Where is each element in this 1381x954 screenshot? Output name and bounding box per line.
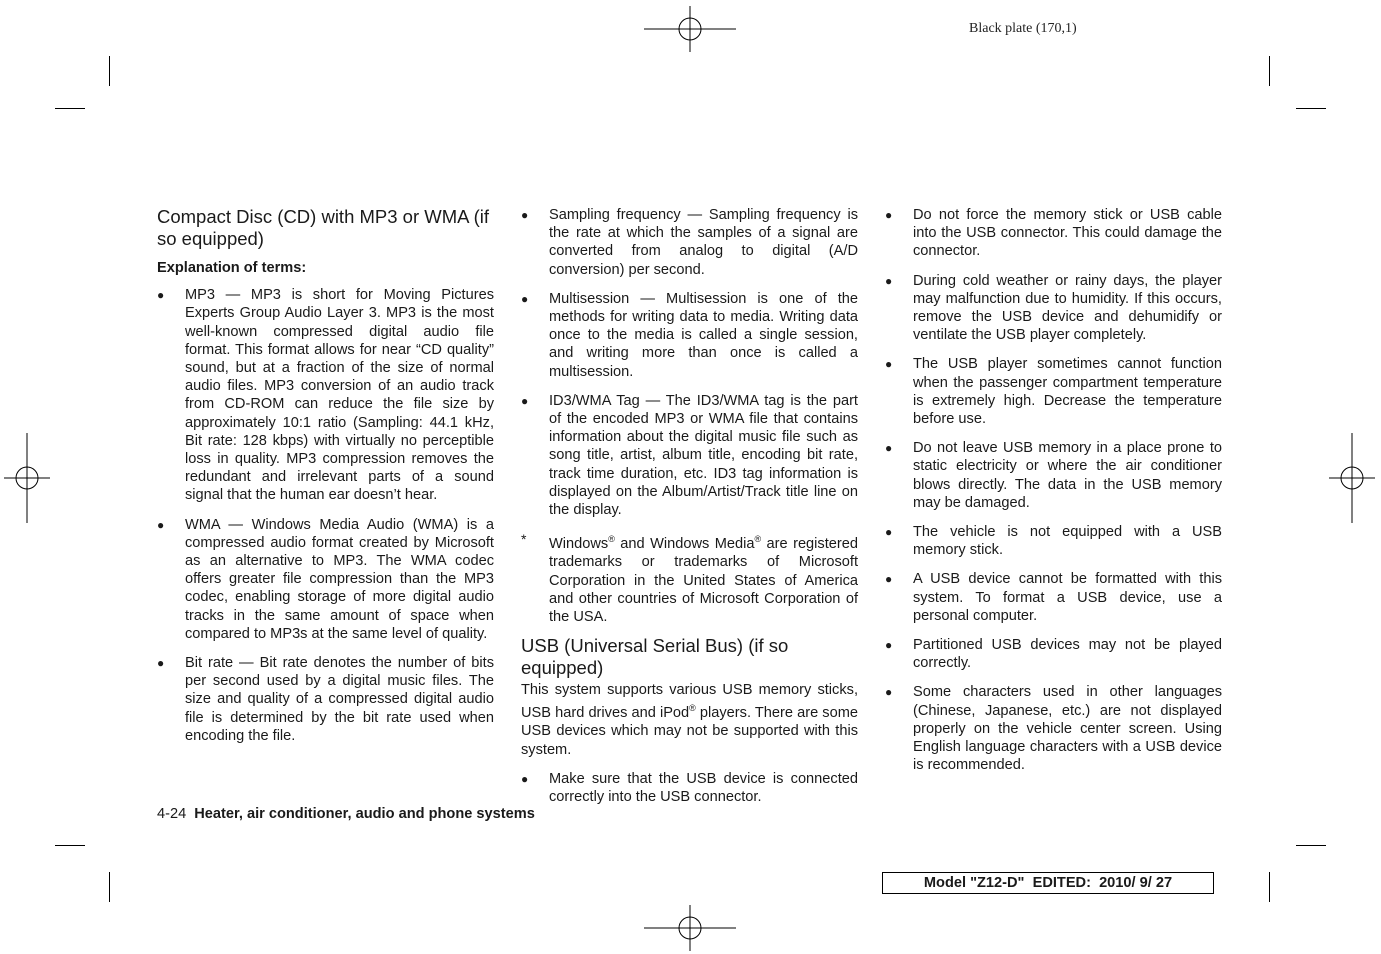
usb-intro-text: players. There are some USB devices which may not be supported with this system. [521, 705, 858, 758]
section-title-usb: USB (Universal Serial Bus) (if so equipped) [521, 635, 789, 679]
list-item-text: Multisession — Multisession is one of the methods for writing data to media. Writing data once to the media is called a single session, and writing more than once is called a multisession. [549, 290, 858, 380]
bullet-icon: ● [885, 572, 893, 587]
list-item [885, 683, 1222, 774]
chapter-title: Heater, air conditioner, audio and phone systems [194, 806, 535, 822]
list-item [157, 654, 494, 745]
bullet-icon: ● [521, 393, 529, 408]
list-item [521, 290, 858, 381]
list-item [157, 286, 494, 504]
usb-precautions-list [885, 206, 1222, 774]
list-item-text: Some characters used in other languages (Chinese, Japanese, etc.) are not displayed properly on the vehicle center screen. Using English language characters with a USB device is recommended. [913, 684, 1222, 774]
page-footer [157, 806, 535, 822]
list-item-text: Make sure that the USB device is connected correctly into the USB connector. [549, 770, 858, 805]
footnote-mark: * [521, 531, 527, 548]
footnote-text-part: Windows [549, 536, 609, 553]
bullet-icon: ● [521, 291, 529, 306]
crosshair-circle-icon [644, 6, 736, 52]
column-2 [521, 206, 858, 817]
usb-intro-text: This system supports various USB memory sticks, USB hard drives and iPod [521, 682, 858, 722]
bullet-icon: ● [157, 288, 165, 303]
crop-mark-bottom-right-v [1269, 872, 1270, 902]
bullet-icon: ● [521, 771, 529, 786]
list-item [521, 770, 858, 806]
list-item [885, 355, 1222, 428]
registered-mark: ® [754, 534, 762, 545]
crop-mark-top-left-v [109, 56, 110, 86]
bullet-icon: ● [885, 638, 893, 653]
terms-list-continued [521, 206, 858, 626]
crop-mark-bottom-right-h [1296, 845, 1326, 846]
bullet-icon: ● [885, 685, 893, 700]
crop-mark-bottom-left-v [109, 872, 110, 902]
list-item-text: MP3 — MP3 is short for Moving Pictures Experts Group Audio Layer 3. MP3 is the most well-known compressed digital audio file format. This format allows for near “CD quality” sound, but at a fraction of the size of normal audio files. MP3 conversion of an audio track from CD-ROM can reduce the file size by approximately 10:1 ratio (Sampling: 44.1 kHz, Bit rate: 128 kbps) with virtually no perceptible loss in quality. MP3 compression removes the redundant and irrelevant parts of a sound signal that the human ear doesn’t hear. [185, 287, 494, 504]
terms-list [157, 286, 494, 745]
column-1 [157, 206, 494, 756]
list-item-text: Partitioned USB devices may not be played correctly. [913, 637, 1222, 672]
usb-list [521, 770, 858, 806]
crop-mark-bottom-left-h [55, 845, 85, 846]
list-item [885, 570, 1222, 625]
list-item-text: Do not force the memory stick or USB cable into the USB connector. This could damage the connector. [913, 207, 1222, 260]
list-item [885, 272, 1222, 345]
list-item-text: WMA — Windows Media Audio (WMA) is a compressed audio format created by Microsoft as an alternative to MP3. The WMA codec offers greater file compression than the MP3 codec, enabling storage of more digital audio tracks in the same amount of space when compared to MP3s at the same level of quality. [185, 516, 494, 642]
list-item [521, 206, 858, 279]
list-item [521, 392, 858, 519]
plate-label: Black plate (170,1) [969, 21, 1077, 36]
bullet-icon: ● [885, 441, 893, 456]
section-title-cd: Compact Disc (CD) with MP3 or WMA (if so equipped) [157, 206, 490, 249]
bullet-icon: ● [885, 525, 893, 540]
bullet-icon: ● [885, 208, 893, 222]
crop-mark-top-left-h [55, 108, 85, 109]
crosshair-circle-icon [644, 905, 736, 951]
crosshair-circle-icon [1329, 433, 1375, 523]
crosshair-circle-icon [4, 433, 50, 523]
bullet-icon: ● [521, 208, 529, 222]
model-edited-stamp: Model "Z12-D" EDITED: 2010/ 9/ 27 [882, 872, 1214, 894]
registered-mark: ® [689, 703, 696, 714]
registered-mark: ® [608, 534, 615, 545]
column-3 [885, 206, 1222, 785]
list-item-text: During cold weather or rainy days, the player may malfunction due to humidity. If this occurs, remove the USB device and dehumidify or ventilate the USB player completely. [913, 272, 1222, 344]
list-item [885, 523, 1222, 559]
list-item-text: A USB device cannot be formatted with this system. To format a USB device, use a personal computer. [913, 571, 1222, 624]
bullet-icon: ● [157, 656, 165, 671]
page-number: 4-24 [157, 806, 187, 822]
list-item [885, 636, 1222, 672]
list-item-text: The vehicle is not equipped with a USB memory stick. [913, 524, 1222, 559]
usb-intro [521, 681, 858, 759]
subheading-terms: Explanation of terms: [157, 260, 307, 276]
bullet-icon: ● [885, 273, 893, 288]
footnote-text-part: and Windows Media [614, 536, 755, 553]
list-item [885, 439, 1222, 512]
crop-mark-top-right-v [1269, 56, 1270, 86]
bullet-icon: ● [885, 357, 893, 372]
list-item-text: ID3/WMA Tag — The ID3/WMA tag is the part of the encoded MP3 or WMA file that contains information about the digital music file such as song title, artist, album title, encoding bit rate, track time duration, etc. ID3 tag information is displayed on the Album/Artist/Track title line on the display. [549, 392, 858, 519]
list-item-text: Bit rate — Bit rate denotes the number of bits per second used by a digital music files. The size and quality of a compressed digital audio file is determined by the bit rate used when encoding the file. [185, 655, 494, 744]
list-item-text: Sampling frequency — Sampling frequency is the rate at which the samples of a signal are converted from analog to digital (A/D conversion) per second. [549, 207, 858, 278]
bullet-icon: ● [157, 517, 165, 532]
trademark-footnote [521, 530, 858, 626]
crop-mark-top-right-h [1296, 108, 1326, 109]
list-item [157, 516, 494, 643]
list-item-text: Do not leave USB memory in a place prone to static electricity or where the air conditioner blows directly. The data in the USB memory may be damaged. [913, 440, 1222, 511]
footnote-text-part: are registered trademarks or trademarks of Microsoft Corporation in the United States of America and other countries of Microsoft Corporation of the USA. [549, 536, 858, 625]
list-item [885, 206, 1222, 261]
list-item-text: The USB player sometimes cannot function when the passenger compartment temperature is extremely high. Decrease the temperature before use. [913, 356, 1222, 428]
